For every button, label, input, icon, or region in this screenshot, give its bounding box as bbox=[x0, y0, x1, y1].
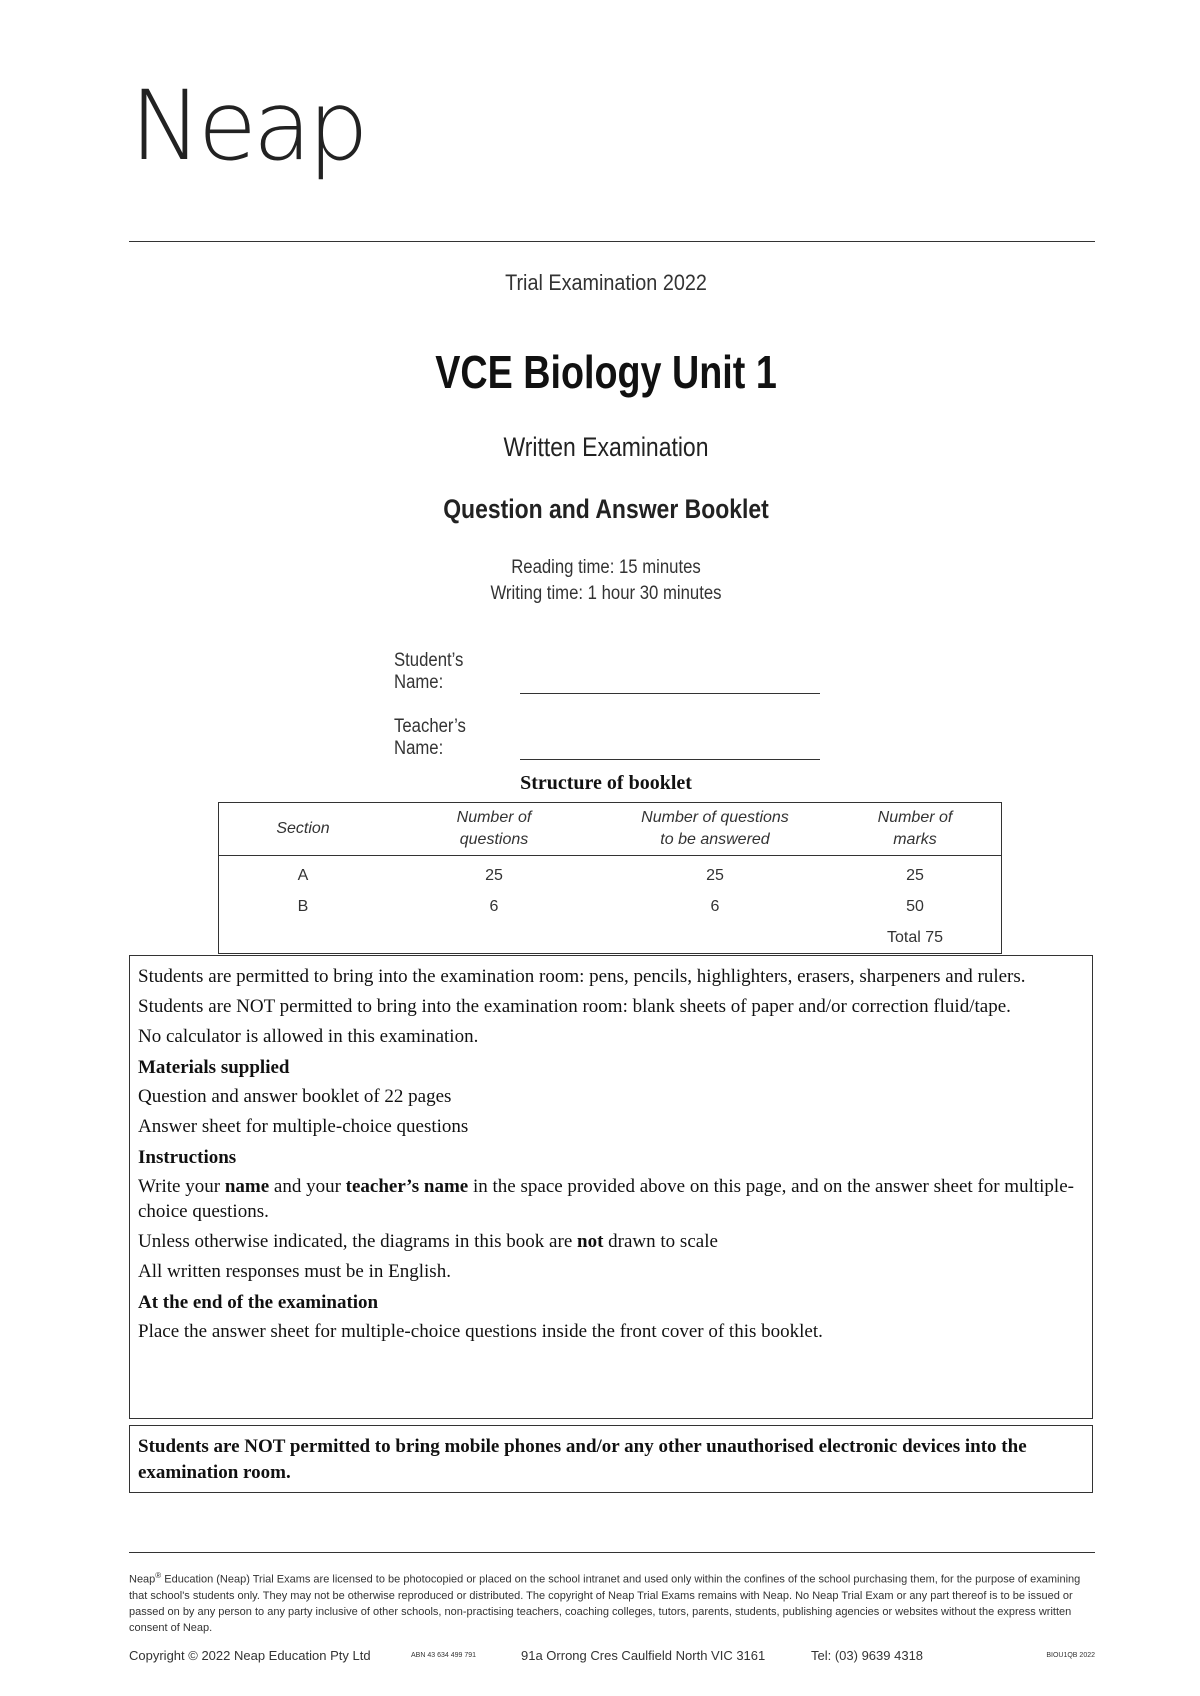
table-row bbox=[219, 856, 1002, 892]
materials-item: Question and answer booklet of 22 pages bbox=[138, 1086, 452, 1107]
end-heading: At the end of the examination bbox=[138, 1292, 379, 1313]
cell: B bbox=[297, 897, 309, 915]
booklet-type: Question and Answer Booklet bbox=[443, 494, 769, 524]
product-code: BIOU1QB 2022 bbox=[1046, 1652, 1095, 1659]
header-divider bbox=[129, 241, 1095, 242]
structure-table bbox=[218, 802, 1002, 954]
abn: ABN 43 634 499 791 bbox=[411, 1652, 476, 1659]
not-permitted-text: Students are NOT permitted to bring into the examination room: blank sheets of paper and/or correction fluid/tape. bbox=[138, 996, 1011, 1017]
cell: 25 bbox=[706, 866, 724, 884]
col-to-answer: Number of questions to be answered bbox=[601, 803, 829, 856]
teacher-name-label: Teacher’s Name: bbox=[394, 716, 466, 759]
cell: 25 bbox=[485, 866, 503, 884]
materials-heading: Materials supplied bbox=[138, 1057, 290, 1078]
page-title: VCE Biology Unit 1 bbox=[435, 346, 777, 398]
total-row bbox=[219, 922, 1002, 954]
exam-label: Trial Examination 2022 bbox=[505, 270, 707, 295]
permitted-text: Students are permitted to bring into the examination room: pens, pencils, highlighters, erasers, sharpeners and rulers. bbox=[138, 966, 1026, 987]
student-name-label: Student’s Name: bbox=[394, 650, 464, 693]
phones-warning: Students are NOT permitted to bring mobile phones and/or any other unauthorised electronic devices into the examination room. bbox=[129, 1425, 1093, 1493]
instruction-names: Write your name and your teacher’s name in the space provided above on this page, and on the answer sheet for multiple-choice questions. bbox=[138, 1176, 1074, 1222]
cell: A bbox=[297, 866, 309, 884]
phone: Tel: (03) 9639 4318 bbox=[811, 1648, 924, 1663]
copyright: Copyright © 2022 Neap Education Pty Ltd bbox=[129, 1648, 371, 1663]
instructions-heading: Instructions bbox=[138, 1147, 237, 1168]
col-questions: Number of questions bbox=[387, 803, 601, 856]
student-name-field[interactable] bbox=[394, 650, 820, 694]
legal-notice: Neap® Education (Neap) Trial Exams are licensed to be photocopied or placed on the school intranet and used only within the confines of the school purchasing them, for the purpose of examining that school's students only. They may not be otherwise reproduced or distributed. The copyright of Neap Trial Exams remains with Neap. No Neap Trial Exam or any part thereof is to be issued or passed on by any person to any party inclusive of other schools, non-practising teachers, coaching colleges, tutors, parents, students, publishing agencies or websites without the express written consent of Neap. bbox=[129, 1571, 1081, 1634]
materials-item: Answer sheet for multiple-choice questions bbox=[138, 1116, 469, 1137]
col-marks: Number of marks bbox=[829, 803, 1002, 856]
footer-divider bbox=[129, 1552, 1095, 1553]
calculator-text: No calculator is allowed in this examination. bbox=[138, 1026, 479, 1047]
address: 91a Orrong Cres Caulfield North VIC 3161 bbox=[521, 1648, 766, 1663]
writing-time: Writing time: 1 hour 30 minutes bbox=[490, 583, 722, 604]
structure-title: Structure of booklet bbox=[520, 772, 692, 794]
rules-box bbox=[129, 955, 1093, 1419]
student-name-line[interactable] bbox=[520, 673, 820, 694]
cell: 6 bbox=[710, 897, 720, 915]
table-row bbox=[219, 891, 1002, 922]
exam-type: Written Examination bbox=[503, 432, 709, 462]
instruction-scale: Unless otherwise indicated, the diagrams in this book are not drawn to scale bbox=[138, 1231, 718, 1252]
teacher-name-line[interactable] bbox=[520, 739, 820, 760]
teacher-name-field[interactable] bbox=[394, 716, 820, 760]
structure-header-row bbox=[219, 803, 1002, 856]
end-text: Place the answer sheet for multiple-choice questions inside the front cover of this booklet. bbox=[138, 1321, 823, 1342]
instruction-english: All written responses must be in English. bbox=[138, 1261, 451, 1282]
total-cell: Total 75 bbox=[886, 928, 944, 946]
cell: 6 bbox=[489, 897, 499, 915]
neap-logo: Neap bbox=[130, 70, 365, 182]
reading-time: Reading time: 15 minutes bbox=[511, 557, 701, 578]
cell: 50 bbox=[906, 897, 924, 915]
col-section: Section bbox=[219, 803, 388, 856]
cell: 25 bbox=[906, 866, 924, 884]
